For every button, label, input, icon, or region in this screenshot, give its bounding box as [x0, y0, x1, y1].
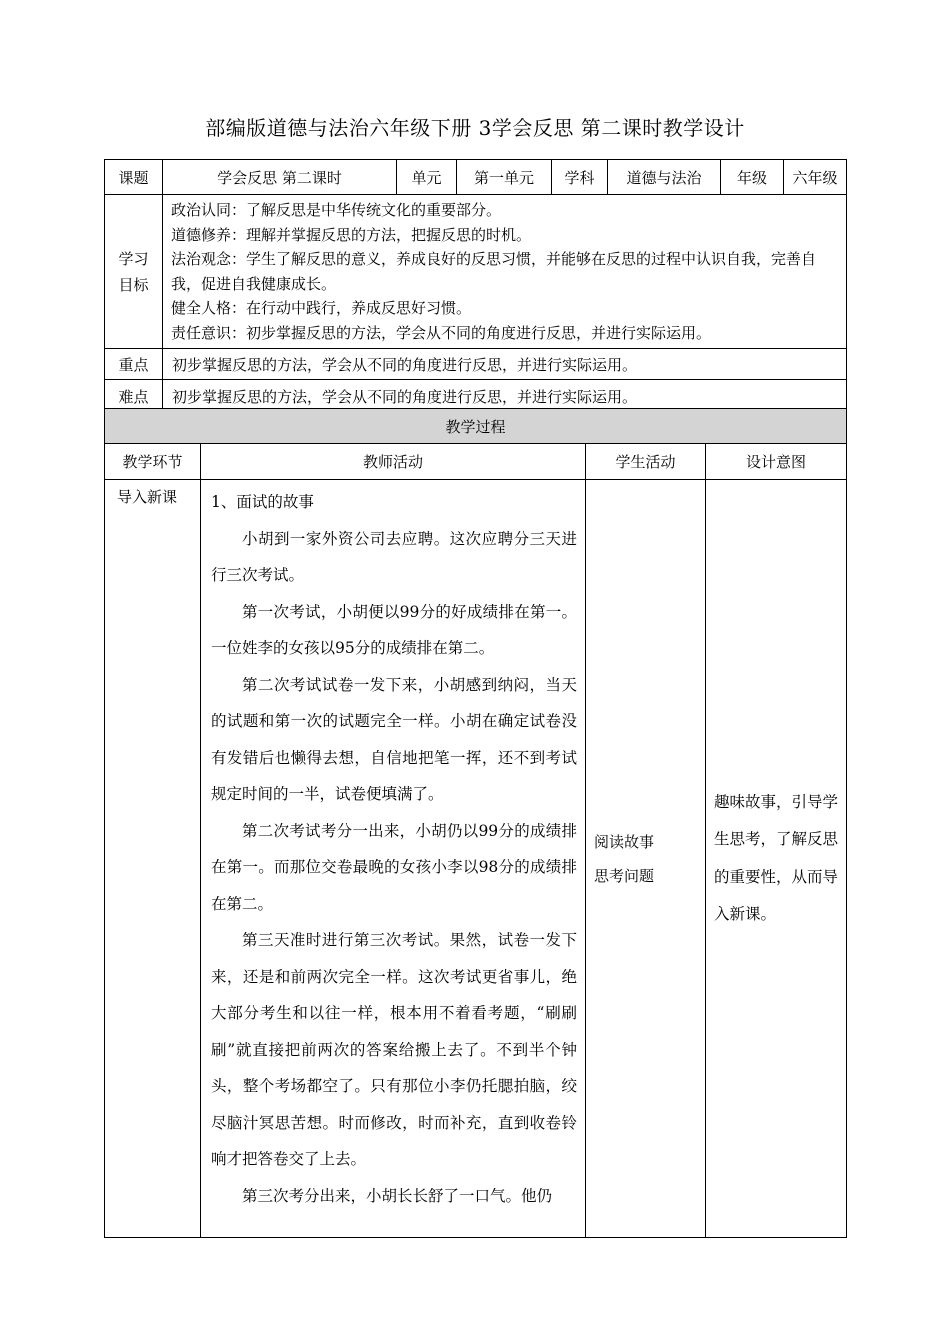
stage-cell: 导入新课: [105, 480, 201, 1238]
grade-value: 六年级: [784, 160, 847, 195]
objectives-label-line2: 目标: [118, 275, 149, 294]
story-paragraph: 第二次考试试卷一发下来，小胡感到纳闷，当天的试题和第一次的试题完全一样。小胡在确定试卷没有发错后也懒得去想，自信地把笔一挥，还不到考试规定时间的一半，试卷便填满了。: [211, 675, 577, 803]
column-header-intent: 设计意图: [706, 444, 847, 480]
objective-item: 法治观念：学生了解反思的意义，养成良好的反思习惯，并能够在反思的过程中认识自我，完善自我，促进自我健康成长。: [171, 250, 817, 293]
subject-label: 学科: [552, 160, 608, 195]
topic-label: 课题: [105, 160, 163, 195]
objective-item: 道德修养：理解并掌握反思的方法，把握反思的时机。: [171, 225, 532, 244]
story-paragraph: 小胡到一家外资公司去应聘。这次应聘分三天进行三次考试。: [211, 529, 577, 584]
topic-value: 学会反思 第二课时: [163, 160, 397, 195]
story-paragraph: 第一次考试，小胡便以99分的好成绩排在第一。一位姓李的女孩以95分的成绩排在第二。: [211, 602, 577, 657]
objective-item: 政治认同：了解反思是中华传统文化的重要部分。: [171, 201, 502, 219]
student-activity-line2: 思考问题: [594, 866, 655, 885]
teacher-activity-cell: [201, 480, 586, 1238]
design-intent-cell: 趣味故事，引导学生思考，了解反思的重要性，从而导入新课。: [706, 480, 847, 1238]
grade-label: 年级: [721, 160, 784, 195]
difficult-point-value: 初步掌握反思的方法，学会从不同的角度进行反思，并进行实际运用。: [163, 380, 847, 413]
document-title: 部编版道德与法治六年级下册 3学会反思 第二课时教学设计: [205, 116, 745, 140]
key-point-value: 初步掌握反思的方法，学会从不同的角度进行反思，并进行实际运用。: [163, 349, 847, 380]
student-activity-line1: 阅读故事: [594, 832, 655, 851]
column-header-teacher: 教师活动: [201, 444, 586, 480]
column-header-student: 学生活动: [586, 444, 706, 480]
story-heading: 1、面试的故事: [211, 493, 314, 511]
story-paragraph: 第二次考试考分一出来，小胡仍以99分的成绩排在第一。而那位交卷最晚的女孩小李以98分的成绩排在第二。: [211, 821, 577, 913]
lesson-info-table: [104, 159, 847, 413]
subject-value: 道德与法治: [608, 160, 721, 195]
objectives-label: [105, 195, 163, 349]
objectives-content: [163, 195, 847, 349]
objective-item: 健全人格：在行动中践行，养成反思好习惯。: [171, 299, 472, 317]
story-paragraph: 第三天准时进行第三次考试。果然，试卷一发下来，还是和前两次完全一样。这次考试更省事儿，绝大部分考生和以往一样，根本用不着看考题，“刷刷刷”就直接把前两次的答案给搬上去了。不到半个钟头，整个考场都空了。只有那位小李仍托腮拍脑，绞尽脑汁冥思苦想。时而修改，时而补充，直到收卷铃响才把答卷交了上去。: [211, 931, 577, 1168]
difficult-point-label: 难点: [105, 380, 163, 413]
key-point-label: 重点: [105, 349, 163, 380]
unit-value: 第一单元: [457, 160, 552, 195]
objectives-label-line1: 学习: [118, 249, 149, 268]
story-paragraph: 第三次考分出来，小胡长长舒了一口气。他仍: [242, 1186, 553, 1205]
teaching-process-table: [104, 408, 847, 1238]
column-header-stage: 教学环节: [105, 444, 201, 480]
objective-item: 责任意识：初步掌握反思的方法，学会从不同的角度进行反思，并进行实际运用。: [171, 323, 712, 342]
unit-label: 单元: [397, 160, 457, 195]
student-activity-cell: [586, 480, 706, 1238]
process-title: 教学过程: [105, 409, 847, 444]
